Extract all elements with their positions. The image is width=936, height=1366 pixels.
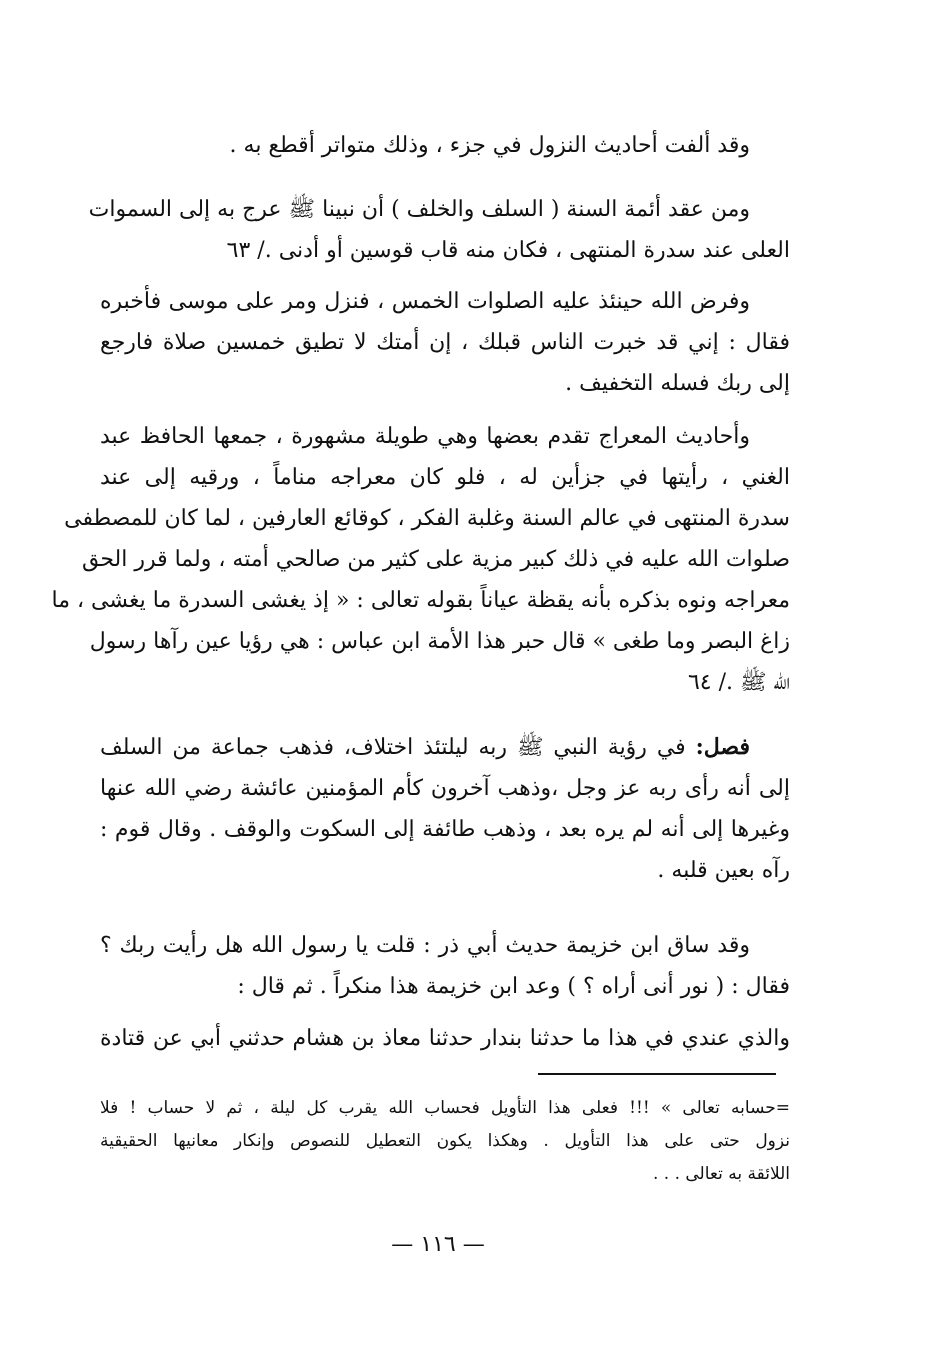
text-line: فقال : إني قد خبرت الناس قبلك ، إن أمتك لا تطيق خمسين صلاة فارجع — [100, 330, 790, 355]
text-line: سدرة المنتهى في عالم السنة وغلبة الفكر ، كوقائع العارفين ، لما كان للمصطفى — [64, 506, 790, 531]
text-line: العلى عند سدرة المنتهى ، فكان منه قاب قوسين أو أدنى ./ ٦٣ — [226, 238, 790, 263]
footnote-divider — [538, 1073, 776, 1075]
text-line: زاغ البصر وما طغى » قال حبر هذا الأمة ابن عباس : هي رؤيا عين رآها رسول — [89, 629, 790, 654]
text-line: وفرض الله حينئذ عليه الصلوات الخمس ، فنزل ومر على موسى فأخبره — [100, 289, 750, 314]
text-line-body: في رؤية النبي ﷺ ربه ليلتئذ اختلاف، فذهب جماعة من السلف — [100, 735, 686, 760]
footnote-line: نزول حتى على هذا التأويل . وهكذا يكون التعطيل للنصوص وإنكار معانيها الحقيقية — [100, 1131, 790, 1151]
text-line: رآه بعين قلبه . — [657, 858, 790, 883]
text-line: فقال : ( نور أنى أراه ؟ ) وعد ابن خزيمة هذا منكراً . ثم قال : — [237, 974, 790, 999]
text-line: صلوات الله عليه في ذلك كبير مزية على كثير من صالحي أمته ، ولما قرر الحق — [81, 547, 790, 572]
text-line: ومن عقد أئمة السنة ( السلف والخلف ) أن نبينا ﷺ عرج به إلى السموات — [88, 197, 750, 222]
paragraph-5 — [100, 727, 790, 891]
text-line: والذي عندي في هذا ما حدثنا بندار حدثنا معاذ بن هشام حدثني أبي عن قتادة — [100, 1026, 790, 1051]
text-line: الله ﷺ ./ ٦٤ — [687, 670, 790, 695]
paragraph-6 — [100, 925, 790, 1007]
text-line: وقد ألفت أحاديث النزول في جزء ، وذلك متواتر أقطع به . — [229, 133, 750, 158]
text-line — [100, 727, 790, 768]
paragraph-1 — [100, 125, 790, 166]
paragraph-4 — [51, 416, 790, 703]
footnote-line: =حسابه تعالى » !!! فعلى هذا التأويل فحساب الله يقرب كل ليلة ، ثم لا حساب ! فلا — [100, 1098, 790, 1118]
section-heading: فصل: — [695, 734, 750, 760]
paragraph-7 — [100, 1018, 790, 1059]
text-line: وغيرها إلى أنه لم يره بعد ، وذهب طائفة إلى السكوت والوقف . وقال قوم : — [100, 817, 790, 842]
paragraph-2 — [88, 189, 790, 271]
text-line: معراجه ونوه بذكره بأنه يقظة عياناً بقوله تعالى : « إذ يغشى السدرة ما يغشى ، ما — [51, 588, 790, 613]
text-line: إلى أنه رأى ربه عز وجل ،وذهب آخرون كأم المؤمنين عائشة رضي الله عنها — [100, 776, 790, 801]
footnote-line: اللائقة به تعالى . . . — [652, 1164, 790, 1184]
footnote — [100, 1092, 790, 1191]
text-line: الغني ، رأيتها في جزأين له ، فلو كان معراجه مناماً ، ورقيه إلى عند — [100, 465, 790, 490]
text-line: إلى ربك فسله التخفيف . — [565, 371, 790, 396]
text-line: وأحاديث المعراج تقدم بعضها وهي طويلة مشهورة ، جمعها الحافظ عبد — [100, 424, 750, 449]
page-number: — ١١٦ — — [391, 1232, 485, 1257]
text-line: وقد ساق ابن خزيمة حديث أبي ذر : قلت يا رسول الله هل رأيت ربك ؟ — [100, 933, 750, 958]
paragraph-3 — [100, 281, 790, 404]
